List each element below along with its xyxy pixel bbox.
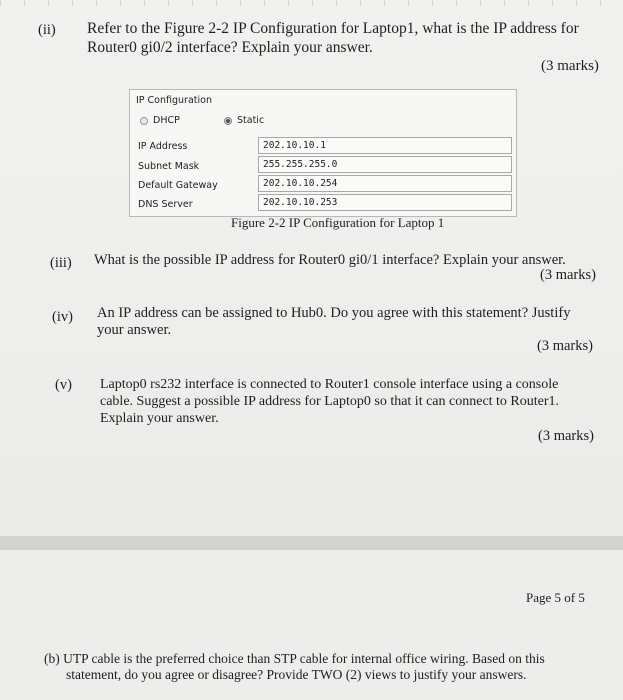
q3-line1: What is the possible IP address for Router0 gi0/1 interface? Explain your answer.	[94, 252, 566, 268]
q2-marks: (3 marks)	[541, 58, 599, 74]
static-radio-icon[interactable]	[224, 117, 232, 125]
dhcp-radio-icon[interactable]	[140, 117, 148, 125]
dns-server-field[interactable]: 202.10.10.253	[258, 194, 512, 211]
ip-address-field[interactable]: 202.10.10.1	[258, 137, 512, 154]
ip-configuration-panel	[129, 89, 517, 217]
subnet-mask-label: Subnet Mask	[138, 161, 200, 172]
qb-line2: statement, do you agree or disagree? Provide TWO (2) views to justify your answers.	[66, 667, 527, 682]
q2-number: (ii)	[38, 22, 56, 38]
static-label: Static	[237, 115, 265, 126]
q4-marks: (3 marks)	[537, 338, 593, 354]
q2-line2: Router0 gi0/2 interface? Explain your answer.	[87, 39, 373, 56]
figure-caption: Figure 2-2 IP Configuration for Laptop 1	[231, 215, 445, 230]
q5-line3: Explain your answer.	[100, 411, 219, 426]
q2-line1: Refer to the Figure 2-2 IP Configuration for Laptop1, what is the IP address for	[87, 20, 579, 37]
default-gateway-field[interactable]: 202.10.10.254	[258, 175, 512, 192]
default-gateway-label: Default Gateway	[138, 180, 218, 191]
ruler-strip	[0, 0, 623, 6]
dhcp-label: DHCP	[153, 115, 180, 126]
q3-marks: (3 marks)	[540, 267, 596, 283]
q5-number: (v)	[55, 377, 72, 393]
q4-line2: your answer.	[97, 322, 172, 338]
static-option[interactable]	[224, 115, 264, 126]
q5-text	[100, 376, 559, 427]
q5-line2: cable. Suggest a possible IP address for Laptop0 so that it can connect to Router1.	[100, 394, 560, 409]
q4-text	[97, 305, 570, 339]
ip-config-title: IP Configuration	[136, 95, 212, 106]
q5-line1: Laptop0 rs232 interface is connected to Router1 console interface using a console	[100, 377, 559, 392]
ip-address-label: IP Address	[138, 141, 188, 152]
q2-text	[87, 19, 579, 57]
q3-number: (iii)	[50, 255, 72, 271]
q4-number: (iv)	[52, 309, 73, 325]
page-number: Page 5 of 5	[526, 590, 585, 605]
dhcp-option[interactable]	[140, 115, 180, 126]
q5-marks: (3 marks)	[538, 428, 594, 444]
page-gap	[0, 536, 623, 550]
subnet-mask-field[interactable]: 255.255.255.0	[258, 156, 512, 173]
qb-line1: (b) UTP cable is the preferred choice than STP cable for internal office wiring. Based on this	[44, 651, 545, 666]
question-b	[44, 651, 604, 683]
dns-server-label: DNS Server	[138, 199, 193, 210]
q4-line1: An IP address can be assigned to Hub0. Do you agree with this statement? Justify	[97, 305, 571, 321]
